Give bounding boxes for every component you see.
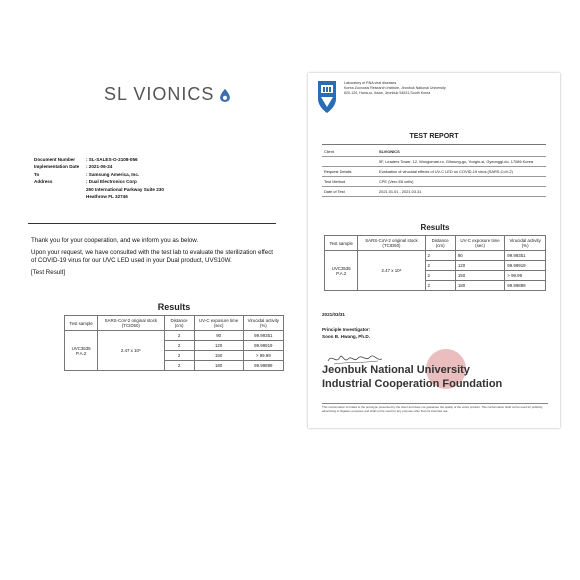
results-table	[324, 235, 546, 291]
paragraph: [Test Result]	[31, 269, 66, 276]
time-cell: 90	[194, 331, 243, 341]
time-cell: 120	[194, 341, 243, 351]
distance-cell: 2	[425, 281, 455, 291]
drop-logo-icon	[218, 88, 232, 102]
paragraph: Upon your request, we have consulted with the test lab to evaluate the sterilization effect of COVID-19 virus for our UVC LED used in your Dual product, UVS10W.	[31, 249, 274, 264]
foundation-line: Jeonbuk National University	[322, 364, 470, 376]
activity-cell: 99.99351	[243, 331, 283, 341]
distance-cell: 2	[164, 341, 194, 351]
distance-cell: 2	[164, 351, 194, 361]
activity-cell: 99.99899	[505, 281, 546, 291]
time-cell: 180	[455, 281, 504, 291]
distance-cell: 2	[164, 361, 194, 371]
lab-address	[344, 81, 446, 96]
info-value: Evaluation of virucidal effects of UV-C LED on COVID-19 virus (SARS-CoV-2)	[379, 169, 513, 174]
header-line: Laboratory of RNA viral diseases	[344, 81, 397, 85]
results-table	[64, 315, 284, 371]
company-logo	[104, 84, 232, 105]
meta-value: : 2021-06-24	[86, 164, 113, 170]
foundation-line: Industrial Cooperation Foundation	[322, 378, 503, 390]
results-title: Results	[420, 223, 450, 232]
meta-key: Document Number	[34, 157, 76, 162]
info-row	[322, 147, 546, 157]
meta-key	[34, 186, 86, 193]
signature-block	[322, 311, 370, 340]
meta-row	[34, 163, 266, 170]
investigator-name: Soon B. Hwang, Ph.D.	[322, 334, 370, 339]
results-section-left	[64, 302, 284, 371]
column-header: SARS-CoV-2 original stock (TCID50)	[358, 236, 425, 251]
results-title: Results	[157, 302, 191, 312]
report-date: 2021/03/31	[322, 312, 345, 317]
sample-cell: UVC3535 P.A.2	[325, 251, 358, 291]
info-row	[322, 167, 546, 177]
meta-key: Address	[34, 179, 53, 185]
header-line: 820-120, Hana-ro, Iksan, Jeonbuk 54531,South Korea	[344, 91, 431, 95]
table-row	[325, 251, 546, 261]
column-header: Test sample	[325, 236, 358, 251]
results-section-right	[324, 223, 546, 291]
logo-text: SL VIONICS	[104, 84, 215, 104]
meta-key: To	[34, 171, 40, 177]
info-key: Request Details	[324, 169, 352, 174]
info-key	[322, 159, 379, 164]
sample-cell: UVC3535 P.A.2	[65, 331, 98, 371]
time-cell: 120	[455, 261, 504, 271]
sl-vionics-letter	[28, 70, 280, 430]
meta-row	[34, 178, 266, 185]
test-report-document	[308, 73, 560, 428]
meta-key	[34, 193, 86, 200]
activity-cell: 99.99899	[243, 361, 283, 371]
table-header-row	[65, 316, 284, 331]
meta-value: : Dual Electronics Corp	[86, 179, 137, 185]
column-header: UV-C exposure time (sec)	[455, 236, 504, 251]
activity-cell: > 99.99	[505, 271, 546, 281]
distance-cell: 2	[425, 261, 455, 271]
meta-value: 250 International Parkway Suite 230	[86, 186, 164, 192]
foundation-name	[322, 363, 502, 391]
university-header	[316, 79, 446, 115]
investigator-label: Principle Investigator:	[322, 327, 371, 332]
distance-cell: 2	[164, 331, 194, 341]
table-header-row	[325, 236, 546, 251]
meta-row	[34, 156, 266, 163]
column-header: Test sample	[65, 316, 98, 331]
meta-value: : Samsung America, Inc.	[86, 171, 140, 177]
meta-row	[34, 193, 266, 200]
activity-cell: > 99.99	[243, 351, 283, 361]
divider	[322, 144, 546, 145]
info-value: 5F, Leaders Tower, 12, Wongomae-ro, Giheung-gu, Yongin-si, Gyeonggi-do, 17086 Korea	[379, 159, 534, 164]
distance-cell: 2	[425, 271, 455, 281]
info-value: CPE (Vero E6 cells)	[379, 179, 414, 184]
distance-cell: 2	[425, 251, 455, 261]
stock-cell: 2.47 x 10⁶	[98, 331, 164, 371]
column-header: UV-C exposure time (sec)	[194, 316, 243, 331]
divider	[28, 223, 276, 224]
time-cell: 150	[194, 351, 243, 361]
activity-cell: 99.99351	[505, 251, 546, 261]
university-emblem-icon	[316, 79, 338, 115]
meta-value: Heathrow FL 32746	[86, 194, 128, 200]
info-key: Date of Test	[324, 189, 345, 194]
time-cell: 150	[455, 271, 504, 281]
disclaimer-footnote: This conformation is limited to the prototype presented by the client and does not guarantee the quality of the entire product. This conformation shall not be used for publicity, advertising or litigation purposes and shall not be used for any purpose other than its intended use.	[322, 403, 548, 414]
report-info-table	[322, 147, 546, 197]
meta-value: : SL-SALES-O-2108-056	[86, 157, 138, 162]
header-line: Korea Zoonosis Research Institute, Jeonbuk National University	[344, 86, 446, 90]
info-key: Test Method	[324, 179, 346, 184]
column-header: Distance (cm)	[164, 316, 194, 331]
stock-cell: 2.47 x 10⁶	[358, 251, 425, 291]
paragraph: Thank you for your cooperation, and we inform you as below.	[31, 237, 199, 244]
time-cell: 180	[194, 361, 243, 371]
column-header: Virucidal activity (%)	[505, 236, 546, 251]
document-meta	[34, 156, 266, 200]
info-value: 2021.01.01 - 2021.03.31	[379, 189, 422, 194]
activity-cell: 99.99919	[505, 261, 546, 271]
info-value: SLVIONICS	[379, 149, 400, 154]
info-row	[322, 177, 546, 187]
table-row	[65, 331, 284, 341]
activity-cell: 99.99919	[243, 341, 283, 351]
column-header: Virucidal activity (%)	[243, 316, 283, 331]
info-key: Client	[324, 149, 334, 154]
report-title: TEST REPORT	[409, 133, 459, 140]
meta-key: Implementation Date	[34, 164, 80, 170]
column-header: SARS-CoV-2 original stock (TCID50)	[98, 316, 164, 331]
column-header: Distance (cm)	[425, 236, 455, 251]
time-cell: 90	[455, 251, 504, 261]
letter-body	[31, 237, 276, 281]
meta-row	[34, 186, 266, 193]
info-row	[322, 187, 546, 197]
info-row	[322, 157, 546, 167]
meta-row	[34, 171, 266, 178]
